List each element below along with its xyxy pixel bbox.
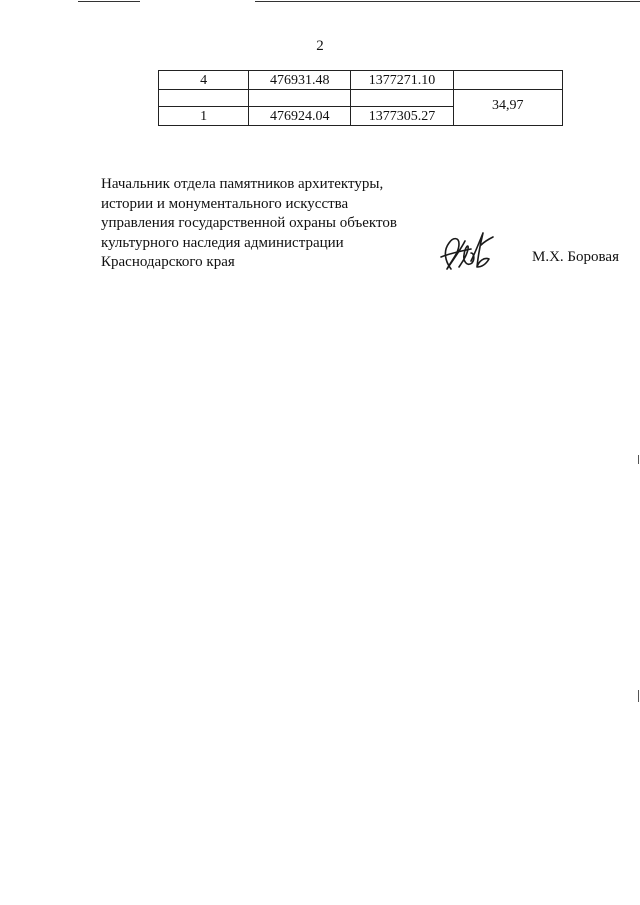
signatory-title-line: управления государственной охраны объектов xyxy=(101,215,397,232)
empty-cell xyxy=(351,90,453,107)
signatory-title-line: культурного наследия администрации xyxy=(101,234,344,251)
point-number-cell: 1 xyxy=(159,107,249,126)
empty-cell xyxy=(453,71,562,90)
signatory-block xyxy=(101,175,397,273)
signatory-title-line: истории и монументального искусства xyxy=(101,195,349,212)
signatory-title-line: Начальник отдела памятников архитектуры, xyxy=(101,176,384,192)
y-coordinate-cell: 1377305.27 xyxy=(351,107,453,126)
segment-length-text: 34,97 xyxy=(492,97,524,113)
y-coordinate-cell: 1377271.10 xyxy=(351,71,453,90)
signatory-title-line: Краснодарского края xyxy=(101,254,235,271)
segment-length-value xyxy=(453,97,562,126)
empty-cell xyxy=(159,90,249,107)
table-row xyxy=(159,107,563,126)
table-row xyxy=(159,71,563,90)
x-coordinate-cell: 476931.48 xyxy=(249,71,351,90)
scan-edge-line xyxy=(78,1,140,2)
empty-cell xyxy=(249,90,351,107)
page-number: 2 xyxy=(316,38,324,54)
point-number-cell: 4 xyxy=(159,71,249,90)
scan-edge-mark xyxy=(638,690,639,702)
handwritten-signature xyxy=(437,227,497,277)
scan-edge-mark xyxy=(638,455,639,464)
x-coordinate-cell: 476924.04 xyxy=(249,107,351,126)
coordinates-table xyxy=(158,70,563,126)
scan-edge-line xyxy=(255,1,640,2)
signer-name: М.Х. Боровая xyxy=(532,249,619,265)
